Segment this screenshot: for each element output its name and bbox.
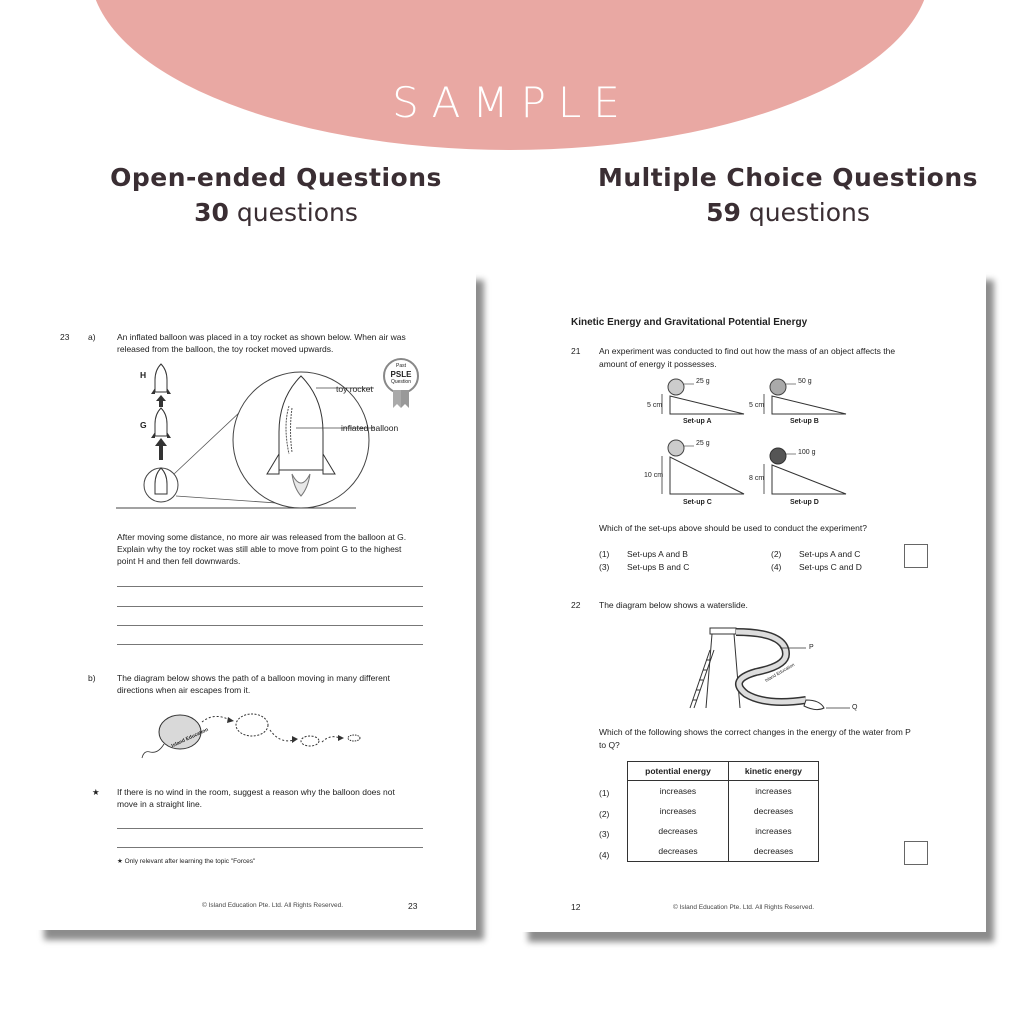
table-cell-pe: decreases: [628, 821, 729, 841]
waterslide-diagram: [680, 620, 860, 720]
q22-question-line: to Q?: [599, 740, 620, 750]
option-text: Set-ups B and C: [627, 562, 690, 572]
label-p: P: [809, 644, 814, 651]
setup-d-label: Set-up D: [790, 499, 819, 506]
setup-b-mass: 50 g: [798, 378, 812, 385]
setup-b-height: 5 cm: [749, 402, 765, 409]
answer-line: [117, 625, 423, 626]
footnote: ★ Only relevant after learning the topic "Forces": [117, 858, 256, 865]
table-row: [628, 801, 819, 821]
option-text: Set-ups C and D: [799, 562, 862, 572]
setup-c-height: 10 cm: [644, 472, 664, 479]
answer-line: [117, 586, 423, 587]
star-question-line: move in a straight line.: [117, 799, 203, 809]
q22-answer-box[interactable]: [904, 841, 928, 865]
sample-banner-text: SAMPLE: [392, 78, 632, 127]
table-row: [628, 781, 819, 802]
balloon-brand-label: Island Education: [170, 726, 210, 750]
table-cell-ke: increases: [728, 781, 818, 802]
point-h-label: H: [140, 370, 147, 380]
table-row: [628, 841, 819, 862]
question-text-line: The diagram below shows a waterslide.: [599, 600, 748, 610]
setup-b-label: Set-up B: [790, 418, 819, 425]
section-title: Kinetic Energy and Gravitational Potential Energy: [571, 317, 808, 328]
point-g-label: G: [140, 420, 147, 430]
option-number: (1): [599, 549, 610, 559]
open-ended-count-line: [96, 198, 456, 227]
setup-c-label: Set-up C: [683, 499, 712, 506]
mcq-count-suffix: questions: [740, 198, 870, 227]
part-b-text-line: directions when air escapes from it.: [117, 685, 251, 695]
setups-diagram: [640, 374, 880, 514]
setup-a-mass: 25 g: [696, 378, 710, 385]
option-number: (2): [771, 549, 782, 559]
question-number: 23: [60, 332, 70, 342]
star-icon: ★: [92, 787, 100, 797]
table-row: [628, 821, 819, 841]
table-cell-ke: decreases: [728, 801, 818, 821]
table-header-row: [628, 762, 819, 781]
answer-line: [117, 828, 423, 829]
setup-d-mass: 100 g: [798, 449, 816, 456]
question-text-line: An inflated balloon was placed in a toy rocket as shown below. When air was: [117, 332, 406, 342]
badge-line: PSLE: [390, 370, 412, 379]
q21-answer-box[interactable]: [904, 544, 928, 568]
toy-rocket-label: toy rocket: [336, 384, 373, 394]
table-cell-ke: increases: [728, 821, 818, 841]
setup-a-height: 5 cm: [647, 402, 663, 409]
setup-c-mass: 25 g: [696, 440, 710, 447]
sample-banner: [90, 0, 930, 150]
q22-question-line: Which of the following shows the correct changes in the energy of the water from P: [599, 727, 911, 737]
answer-line: [117, 606, 423, 607]
energy-table: [627, 761, 819, 862]
question-number: 22: [571, 600, 581, 610]
table-cell-pe: increases: [628, 781, 729, 802]
option-number: (3): [599, 562, 610, 572]
label-q: Q: [852, 704, 858, 711]
past-psle-badge-icon: [383, 358, 419, 394]
setup-d-height: 8 cm: [749, 475, 765, 482]
star-question-line: If there is no wind in the room, suggest a reason why the balloon does not: [117, 787, 395, 797]
after-text-line: After moving some distance, no more air was released from the balloon at G.: [117, 532, 407, 542]
option-number: (4): [771, 562, 782, 572]
mcq-count: 59: [706, 198, 741, 227]
open-ended-sample-page: [36, 270, 476, 930]
open-ended-count-suffix: questions: [228, 198, 358, 227]
mcq-sample-page: [520, 270, 986, 932]
open-ended-count: 30: [194, 198, 229, 227]
question-text-line: amount of energy it possesses.: [599, 359, 717, 369]
badge-line: Question: [390, 379, 411, 385]
table-cell-pe: increases: [628, 801, 729, 821]
mcq-title: Multiple Choice Questions: [597, 163, 979, 192]
setup-a-label: Set-up A: [683, 418, 712, 425]
option-number: (3): [599, 829, 610, 839]
q21-question: Which of the set-ups above should be used to conduct the experiment?: [599, 523, 867, 533]
part-b-text-line: The diagram below shows the path of a balloon moving in many different: [117, 673, 390, 683]
mcq-heading: [590, 163, 986, 227]
copyright-footer: © Island Education Pte. Ltd. All Rights Reserved.: [202, 902, 344, 909]
answer-line: [117, 644, 423, 645]
table-header-potential: potential energy: [628, 762, 729, 781]
inflated-balloon-label: inflated balloon: [341, 423, 399, 433]
question-text-line: An experiment was conducted to find out how the mass of an object affects the: [599, 346, 896, 356]
table-cell-ke: decreases: [728, 841, 818, 862]
open-ended-title: Open-ended Questions: [110, 163, 442, 192]
slide-brand-label: Island Education: [763, 662, 796, 683]
option-number: (1): [599, 788, 610, 798]
page-number: 23: [408, 901, 418, 911]
option-number: (4): [599, 850, 610, 860]
answer-line: [117, 847, 423, 848]
option-number: (2): [599, 809, 610, 819]
balloon-path-diagram: [136, 708, 376, 768]
table-header-kinetic: kinetic energy: [728, 762, 818, 781]
table-cell-pe: decreases: [628, 841, 729, 862]
after-text-line: point H and then fell downwards.: [117, 556, 241, 566]
copyright-footer: © Island Education Pte. Ltd. All Rights Reserved.: [673, 904, 815, 911]
mcq-count-line: [590, 198, 986, 227]
badge-ribbon-icon: [391, 390, 411, 410]
badge-line: Past: [395, 363, 406, 369]
question-text-line: released from the balloon, the toy rocket moved upwards.: [117, 344, 334, 354]
open-ended-heading: [96, 163, 456, 227]
part-b-label: b): [88, 673, 96, 683]
option-text: Set-ups A and B: [627, 549, 688, 559]
option-text: Set-ups A and C: [799, 549, 861, 559]
page-number: 12: [571, 902, 581, 912]
question-number: 21: [571, 346, 581, 356]
part-a-label: a): [88, 332, 96, 342]
after-text-line: Explain why the toy rocket was still able to move from point G to the highest: [117, 544, 402, 554]
